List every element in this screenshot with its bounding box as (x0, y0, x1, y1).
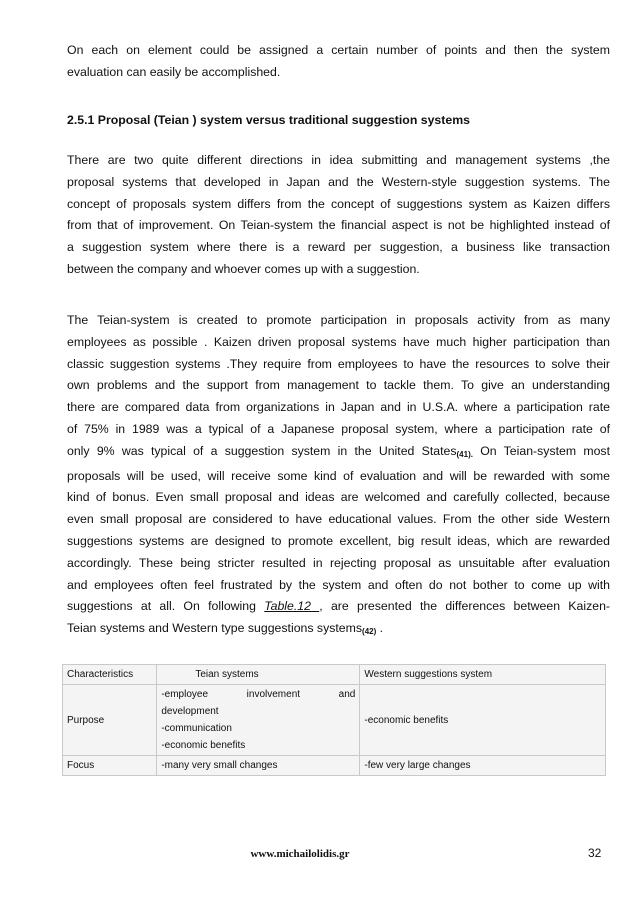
text-line: evaluation can easily be accomplished. (67, 64, 281, 79)
text-line: There are two quite different directions in idea submitting and management systems ,the (67, 153, 610, 167)
text-line (67, 441, 610, 466)
text-line: from that of improvement. On Teian-system the financial aspect is not be highlighted instead of (67, 218, 610, 233)
text-segment: . (376, 621, 384, 636)
cell-line: -economic benefits (161, 740, 246, 751)
table-row (63, 685, 606, 756)
text-line: there are compared data from organizations in Japan and in U.S.A. where a participation rate (67, 400, 610, 415)
text-segment: only 9% was typical of a suggestion system in the United States (67, 443, 457, 458)
text-line (67, 596, 610, 618)
western-focus-cell: -few very large changes (360, 756, 606, 776)
text-line: kind of bonus. Even small proposal and ideas are welcomed and carefully collected, because (67, 490, 610, 505)
section-heading: 2.5.1 Proposal (Teian ) system versus traditional suggestion systems (67, 113, 470, 127)
text-line: concept of proposals system differs from the concept of suggestions system as Kaizen differs (67, 196, 610, 211)
table-header-row (63, 665, 606, 685)
header-western-systems: Western suggestions system (360, 665, 606, 685)
text-line: classic suggestion systems .They require from employees to have the resources to solve their (67, 356, 610, 371)
teian-focus-cell: -many very small changes (157, 756, 360, 776)
text-line: accordingly. These being stricter resulted in rejecting proposal as unsuitable after evaluation (67, 555, 610, 570)
header-teian-systems: Teian systems (157, 665, 360, 685)
text-segment: , are presented the differences between Kaizen- (319, 599, 610, 614)
western-purpose-cell: -economic benefits (360, 685, 606, 756)
page-number: 32 (588, 846, 602, 860)
text-line: proposals will be used, will receive some kind of evaluation and will be rewarded with some (67, 468, 610, 483)
citation-41: (41). (456, 449, 473, 459)
teian-purpose-cell (157, 685, 360, 756)
table-12-link[interactable]: Table.12 (264, 599, 320, 614)
intro-paragraph (67, 40, 610, 84)
text-segment: Teian systems and Western type suggestions systems (67, 621, 363, 636)
text-line: The Teian-system is created to promote participation in proposals activity from as many (67, 313, 610, 327)
text-line: and employees often feel frustrated by the system and often do not bother to come up with (67, 577, 610, 592)
citation-42: (42) (362, 627, 377, 637)
row-label-purpose: Purpose (63, 685, 157, 756)
text-line: a suggestion system where there is a reward per suggestion, a business like transaction (67, 240, 610, 255)
text-line: suggestions systems are designed to promote excellent, big result ideas, which are rewarded (67, 533, 610, 548)
text-line: of 75% in 1989 was a typical of a Japanese proposal system, where a participation rate of (67, 421, 610, 436)
text-line: even small proposal are considered to have educational values. From the other side Western (67, 512, 610, 527)
text-line: proposal systems that developed in Japan and the Western-style suggestion systems. The (67, 174, 610, 189)
row-label-focus: Focus (63, 756, 157, 776)
header-characteristics: Characteristics (63, 665, 157, 685)
footer-url[interactable]: www.michailolidis.gr (250, 848, 350, 860)
text-line: employees as possible . Kaizen driven proposal systems have much higher participation than (67, 334, 610, 349)
table-row (63, 756, 606, 776)
text-line (67, 618, 610, 643)
text-line: own problems and the support from management to tackle them. To give an understanding (67, 378, 610, 393)
comparison-table (62, 664, 606, 776)
text-segment: suggestions at all. On following (67, 599, 265, 614)
cell-line: -employee involvement and (161, 689, 356, 700)
paragraph-teian-system (67, 310, 610, 643)
cell-line: -communication (161, 723, 232, 734)
text-line: On each on element could be assigned a certain number of points and then the system (67, 43, 610, 57)
paragraph-proposal-directions (67, 150, 610, 281)
text-line: between the company and whoever comes up with a suggestion. (67, 261, 420, 276)
text-segment: On Teian-system most (472, 443, 610, 458)
cell-line: development (161, 706, 219, 717)
